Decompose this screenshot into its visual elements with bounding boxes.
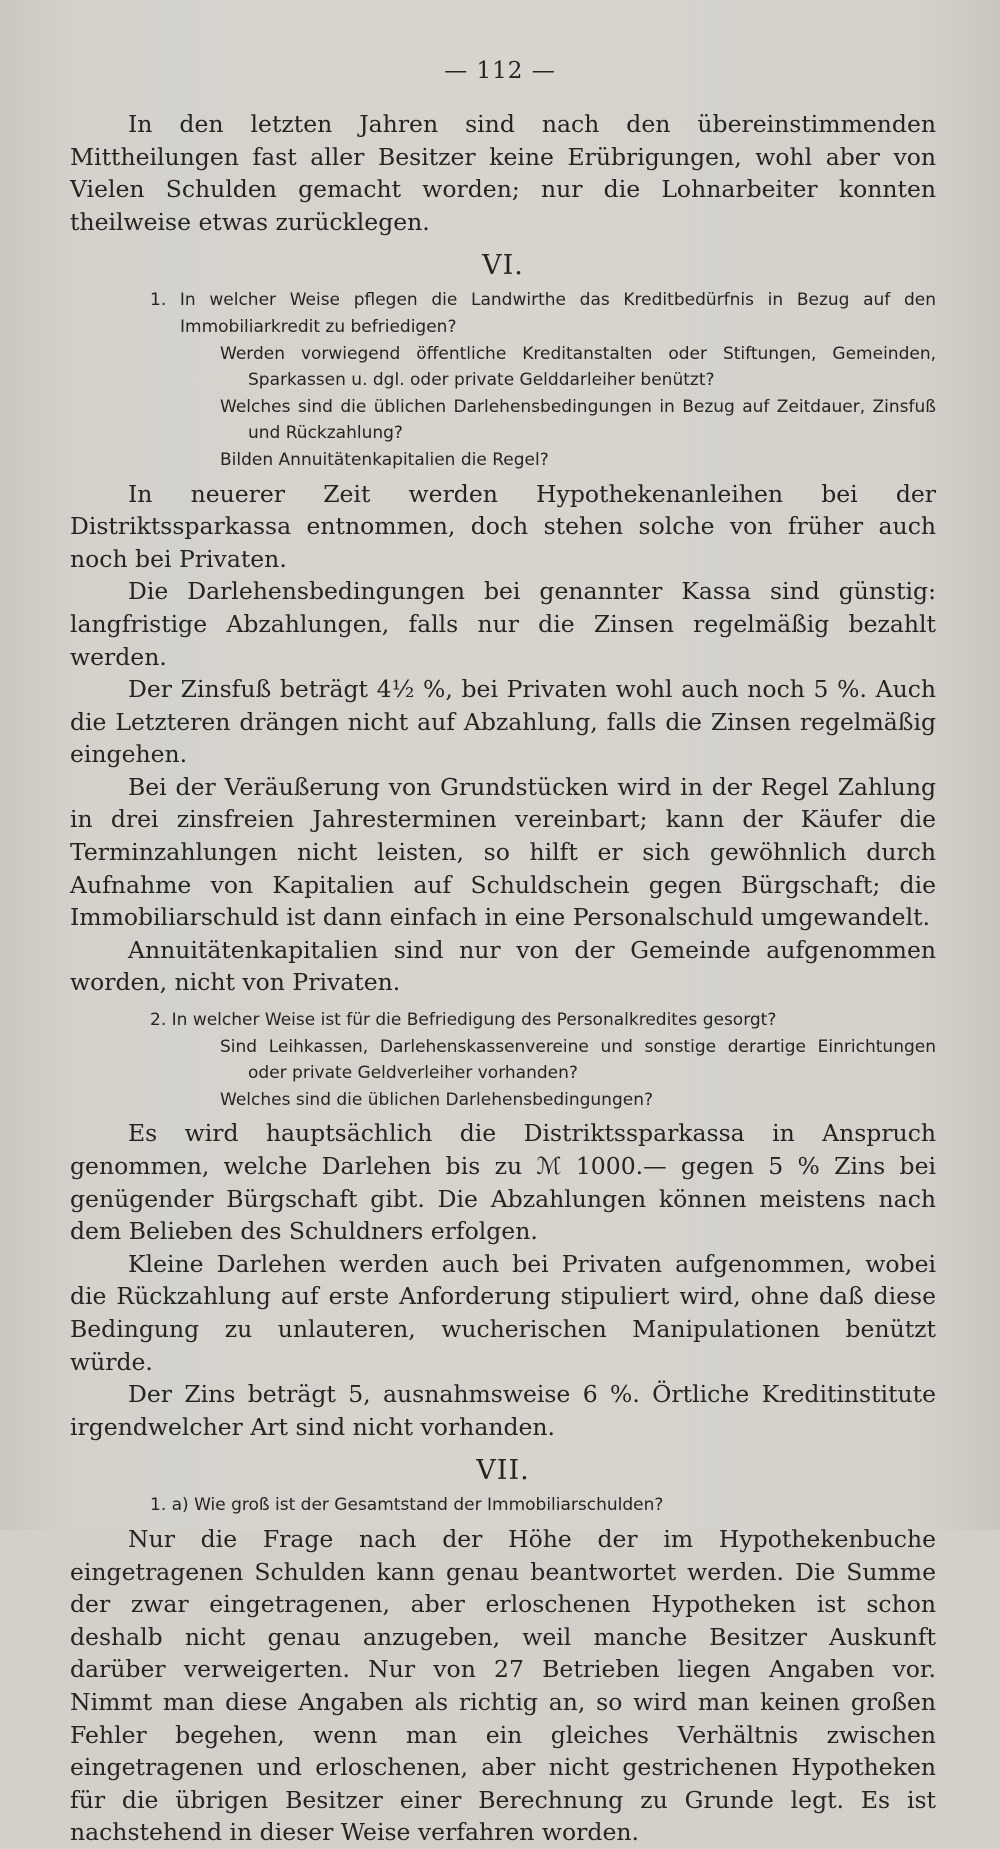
question-vi-2-sub-1: Sind Leihkassen, Darlehenskassenvereine und sonstige derartige Einrichtungen oder private Geldverleiher vorhanden? (220, 1036, 936, 1084)
question-vii-1a: 1. a) Wie groß ist der Gesamtstand der Immobiliarschulden? (150, 1495, 664, 1516)
question-vi-1: 1. In welcher Weise pflegen die Landwirthe das Kreditbedürfnis in Bezug auf den Immobiliarkredit zu befriedigen? (150, 290, 936, 337)
page-content (70, 108, 936, 1849)
answer-vi-1-paragraph-3: Der Zinsfuß beträgt 4½ %, bei Privaten wohl auch noch 5 %. Auch die Letzteren drängen nicht auf Abzahlung, falls die Zinsen regelmäßig eingehen. (70, 675, 936, 769)
section-heading-vi: VI. (482, 250, 524, 282)
question-vi-2: 2. In welcher Weise ist für die Befriedigung des Personalkredites gesorgt? (150, 1010, 777, 1031)
answer-vi-2-paragraph-1: Es wird hauptsächlich die Distriktssparkassa in Anspruch genommen, welche Darlehen bis zu ℳ 1000.— gegen 5 % Zins bei genügender Bürgschaft gibt. Die Abzahlungen können meistens nach dem Belieben des Schuldners erfolgen. (70, 1119, 936, 1246)
question-vi-2-sub-2: Welches sind die üblichen Darlehensbedingungen? (220, 1089, 654, 1110)
question-vi-1-sub-1: Werden vorwiegend öffentliche Kreditanstalten oder Stiftungen, Gemeinden, Sparkassen u. dgl. oder private Gelddarleiher benützt? (220, 343, 936, 391)
answer-vi-1-paragraph-1: In neuerer Zeit werden Hypothekenanleihen bei der Distriktssparkassa entnommen, doch stehen solche von früher auch noch bei Privaten. (70, 479, 936, 573)
question-vi-1-sub-3: Bilden Annuitätenkapitalien die Regel? (220, 449, 549, 470)
answer-vi-1-paragraph-5: Annuitätenkapitalien sind nur von der Gemeinde aufgenommen worden, nicht von Privaten. (70, 935, 936, 997)
question-vi-1-sub-2: Welches sind die üblichen Darlehensbedingungen in Bezug auf Zeitdauer, Zinsfuß und Rückzahlung? (220, 396, 936, 444)
answer-vi-1-paragraph-2: Die Darlehensbedingungen bei genannter Kassa sind günstig: langfristige Abzahlungen, falls nur die Zinsen regelmäßig bezahlt werden. (70, 577, 936, 671)
intro-paragraph: In den letzten Jahren sind nach den übereinstimmenden Mittheilungen fast aller Besitzer keine Erübrigungen, wohl aber von Vielen Schulden gemacht worden; nur die Lohnarbeiter konnten theilweise etwas zurücklegen. (70, 110, 936, 236)
answer-vi-2-paragraph-3: Der Zins beträgt 5, ausnahmsweise 6 %. Örtliche Kreditinstitute irgendwelcher Art sind nicht vorhanden. (70, 1380, 936, 1441)
answer-vii-1a: Nur die Frage nach der Höhe der im Hypothekenbuche eingetragenen Schulden kann genau beantwortet werden. Die Summe der zwar eingetragenen, aber erloschenen Hypotheken ist schon deshalb nicht genau anzugeben, weil manche Besitzer Auskunft darüber verweigerten. Nur von 27 Betrieben liegen Angaben vor. Nimmt man diese Angaben als richtig an, so wird man keinen großen Fehler begehen, wenn man ein gleiches Verhältnis zwischen eingetragenen und erloschenen, aber nicht gestrichenen Hypotheken für die übrigen Besitzer einer Berechnung zu Grunde legt. Es ist nachstehend in dieser Weise verfahren worden. (70, 1524, 936, 1847)
answer-vi-2-paragraph-2: Kleine Darlehen werden auch bei Privaten aufgenommen, wobei die Rückzahlung auf erste Anforderung stipuliert wird, ohne daß diese Bedingung zu unlauteren, wucherischen Manipulationen benützt würde. (70, 1249, 936, 1376)
section-heading-vii: VII. (476, 1455, 530, 1487)
page-number: — 112 — (444, 58, 556, 84)
answer-vi-1-paragraph-4: Bei der Veräußerung von Grundstücken wird in der Regel Zahlung in drei zinsfreien Jahresterminen vereinbart; kann der Käufer die Terminzahlungen nicht leisten, so hilft er sich gewöhnlich durch Aufnahme von Kapitalien auf Schuldschein gegen Bürgschaft; die Immobiliarschuld ist dann einfach in eine Personalschuld umgewandelt. (70, 772, 936, 932)
